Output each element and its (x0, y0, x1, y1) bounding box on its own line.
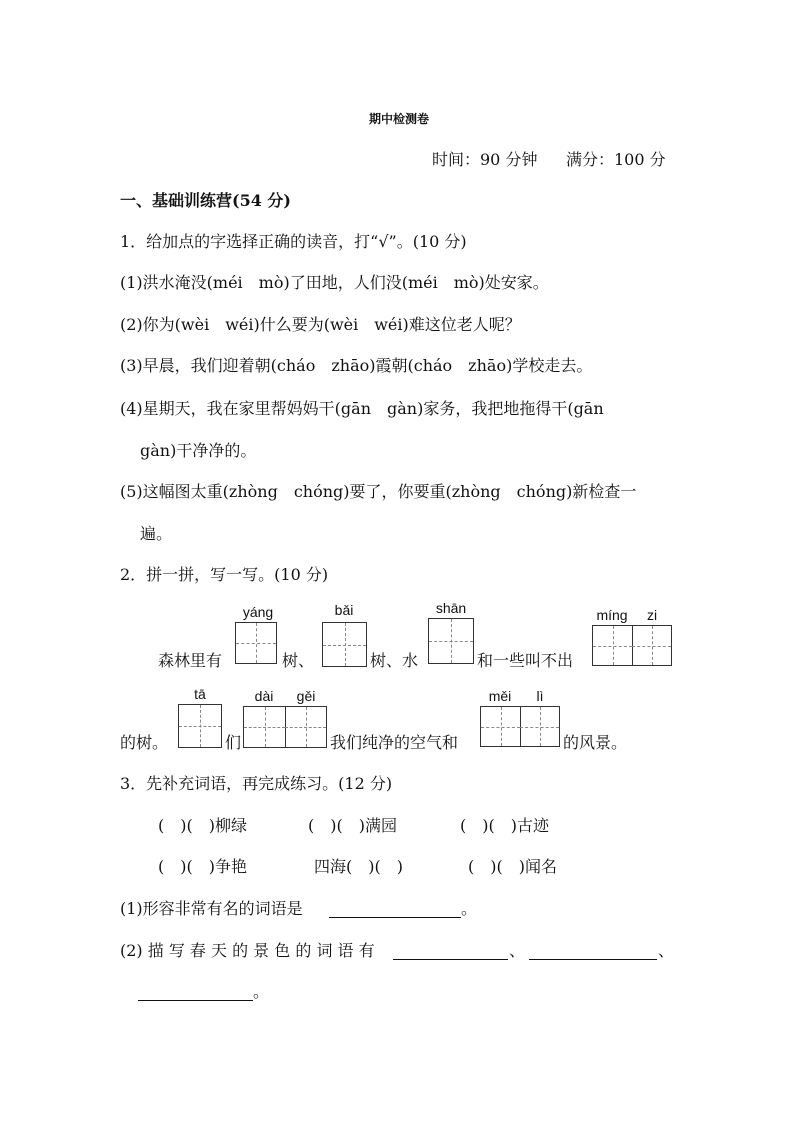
pinyin-label: zi (646, 607, 658, 623)
writing-grid[interactable] (178, 704, 222, 748)
answer-blank[interactable] (138, 982, 253, 1001)
q1-item-1: (1)洪水淹没(méi mò)了田地，人们没(méi mò)处安家。 (120, 273, 549, 292)
q2-text: 森林里有 (158, 651, 223, 670)
q3-sub1: (1)形容非常有名的词语是 (120, 899, 303, 918)
q2-text: 们 (225, 733, 242, 752)
q2-text: 树、水 (370, 651, 419, 670)
pinyin-label: měi (488, 688, 512, 704)
q2-text: 我们纯净的空气和 (330, 733, 459, 752)
idiom-blank[interactable]: ( )( )柳绿 (158, 816, 247, 835)
pinyin-label: lì (536, 688, 544, 704)
q3-sub2: (2) 描 写 春 天 的 景 色 的 词 语 有 (120, 941, 375, 960)
q2-text: 和一些叫不出 (477, 651, 574, 670)
pinyin-label: bǎi (334, 602, 354, 618)
idiom-blank[interactable]: ( )( )古迹 (460, 816, 549, 835)
q1-item-5-cont: 遍。 (140, 524, 173, 543)
q1-item-4: (4)星期天，我在家里帮妈妈干(gān gàn)家务，我把地拖得干(gān (120, 399, 604, 418)
answer-blank[interactable] (529, 941, 657, 960)
punctuation: 。 (461, 899, 478, 918)
q1-item-4-cont: gàn)干净净的。 (140, 441, 257, 460)
writing-grid[interactable] (243, 706, 327, 748)
idiom-blank[interactable]: ( )( )闻名 (468, 857, 557, 876)
pinyin-label: dài (254, 688, 274, 704)
idiom-blank[interactable]: ( )( )满园 (308, 816, 397, 835)
idiom-blank[interactable]: ( )( )争艳 (158, 857, 247, 876)
pinyin-label: tā (194, 686, 206, 702)
writing-grid[interactable] (322, 622, 367, 667)
idiom-blank[interactable]: 四海( )( ) (314, 857, 403, 876)
q2-text: 的风景。 (563, 733, 628, 752)
q3-stem: 3．先补充词语，再完成练习。(12 分) (120, 774, 393, 793)
page-title: 期中检测卷 (369, 112, 430, 126)
exam-time: 时间：90 分钟 (432, 150, 538, 169)
writing-grid[interactable] (592, 625, 672, 666)
punctuation: 。 (253, 982, 270, 1001)
answer-blank[interactable] (393, 941, 508, 960)
q2-text: 的树。 (120, 733, 169, 752)
punctuation: 、 (509, 941, 526, 960)
q1-item-2: (2)你为(wèi wéi)什么要为(wèi wéi)难这位老人呢？ (120, 315, 521, 334)
pinyin-label: míng (596, 607, 628, 623)
q2-text: 树、 (282, 651, 315, 670)
writing-grid[interactable] (235, 622, 277, 664)
exam-full-score: 满分：100 分 (566, 150, 666, 169)
q2-stem: 2．拼一拼，写一写。(10 分) (120, 565, 329, 584)
pinyin-label: shān (435, 600, 467, 616)
pinyin-label: gěi (296, 688, 316, 704)
answer-blank[interactable] (329, 899, 461, 918)
punctuation: 、 (658, 941, 675, 960)
q1-stem: 1．给加点的字选择正确的读音，打“√”。(10 分) (120, 232, 467, 251)
writing-grid[interactable] (480, 706, 560, 747)
q1-item-3: (3)早晨，我们迎着朝(cháo zhāo)霞朝(cháo zhāo)学校走去。 (120, 356, 593, 375)
writing-grid[interactable] (428, 618, 474, 664)
q1-item-5: (5)这幅图太重(zhòng chóng)要了，你要重(zhòng chóng)新检查一 (120, 482, 637, 501)
section-heading: 一、基础训练营(54 分) (120, 191, 291, 210)
pinyin-label: yáng (242, 604, 274, 620)
